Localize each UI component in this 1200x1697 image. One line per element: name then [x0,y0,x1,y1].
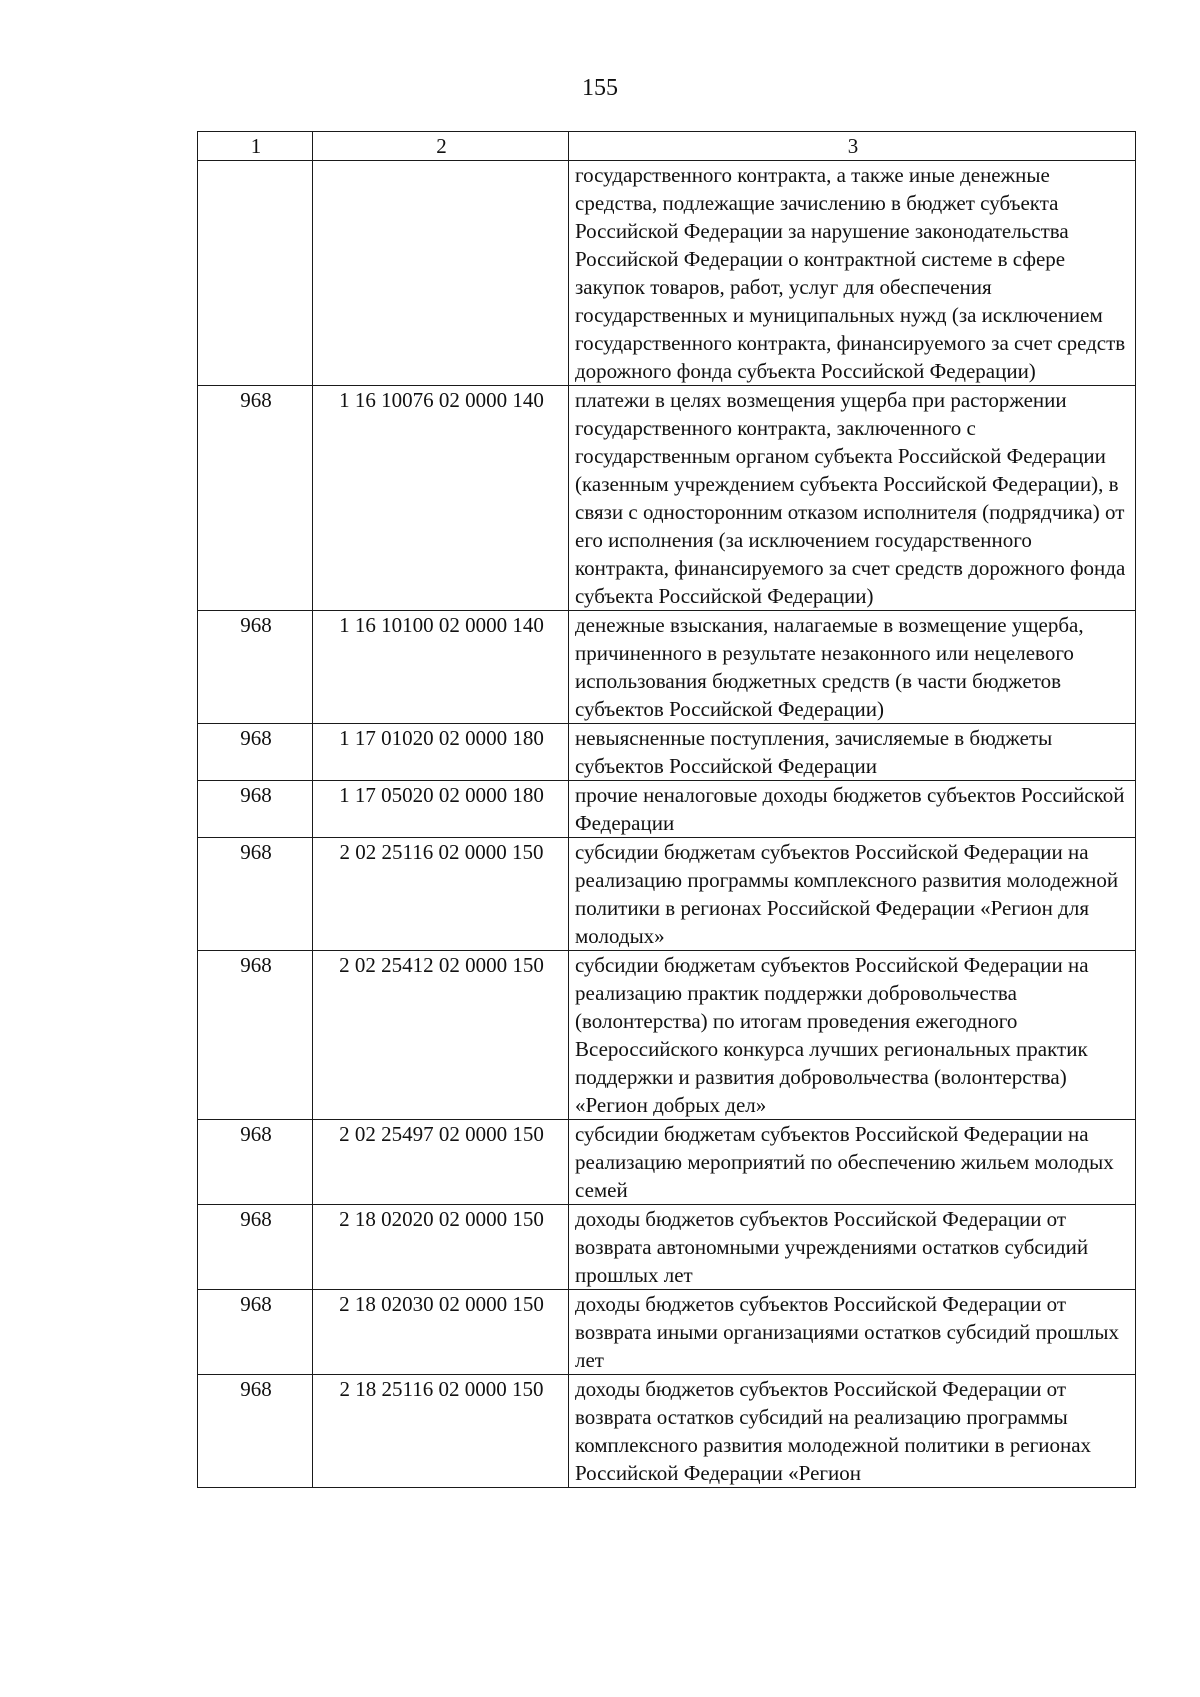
admin-code-cell: 968 [198,838,313,951]
description-cell: доходы бюджетов субъектов Российской Федерации от возврата иными организациями остатков субсидий прошлых лет [569,1290,1136,1375]
table-row [198,161,1136,386]
budget-code-cell: 1 16 10076 02 0000 140 [313,386,569,611]
description-cell: субсидии бюджетам субъектов Российской Федерации на реализацию мероприятий по обеспечению жильем молодых семей [569,1120,1136,1205]
admin-code-cell: 968 [198,724,313,781]
table-row [198,1205,1136,1290]
description-cell: государственного контракта, а также иные денежные средства, подлежащие зачислению в бюджет субъекта Российской Федерации за нарушение законодательства Российской Федерации о контрактной системе в сфере закупок товаров, работ, услуг для обеспечения государственных и муниципальных нужд (за исключением государственного контракта, финансируемого за счет средств дорожного фонда субъекта Российской Федерации) [569,161,1136,386]
description-cell: прочие неналоговые доходы бюджетов субъектов Российской Федерации [569,781,1136,838]
budget-code-cell: 2 18 02030 02 0000 150 [313,1290,569,1375]
admin-code-cell: 968 [198,611,313,724]
table-row [198,951,1136,1120]
admin-code-cell: 968 [198,951,313,1120]
budget-code-cell: 1 17 01020 02 0000 180 [313,724,569,781]
table-header-row [198,132,1136,161]
budget-code-cell [313,161,569,386]
budget-classification-table [197,131,1136,1488]
admin-code-cell: 968 [198,1375,313,1488]
budget-code-cell: 2 02 25412 02 0000 150 [313,951,569,1120]
budget-code-cell: 2 02 25497 02 0000 150 [313,1120,569,1205]
admin-code-cell: 968 [198,386,313,611]
table-row [198,1290,1136,1375]
description-cell: доходы бюджетов субъектов Российской Федерации от возврата автономными учреждениями остатков субсидий прошлых лет [569,1205,1136,1290]
admin-code-cell: 968 [198,1290,313,1375]
description-cell: невыясненные поступления, зачисляемые в бюджеты субъектов Российской Федерации [569,724,1136,781]
table-row [198,386,1136,611]
budget-code-cell: 2 18 25116 02 0000 150 [313,1375,569,1488]
table-row [198,1375,1136,1488]
description-cell: субсидии бюджетам субъектов Российской Федерации на реализацию практик поддержки добровольчества (волонтерства) по итогам проведения ежегодного Всероссийского конкурса лучших региональных практик поддержки и развития добровольчества (волонтерства) «Регион добрых дел» [569,951,1136,1120]
budget-code-cell: 2 18 02020 02 0000 150 [313,1205,569,1290]
description-cell: денежные взыскания, налагаемые в возмещение ущерба, причиненного в результате незаконного или нецелевого использования бюджетных средств (в части бюджетов субъектов Российской Федерации) [569,611,1136,724]
description-cell: субсидии бюджетам субъектов Российской Федерации на реализацию программы комплексного развития молодежной политики в регионах Российской Федерации «Регион для молодых» [569,838,1136,951]
page-number: 155 [582,75,618,101]
admin-code-cell [198,161,313,386]
header-column-2: 2 [313,132,569,161]
table-row [198,1120,1136,1205]
budget-code-cell: 2 02 25116 02 0000 150 [313,838,569,951]
budget-code-cell: 1 17 05020 02 0000 180 [313,781,569,838]
table-row [198,781,1136,838]
header-column-1: 1 [198,132,313,161]
table-row [198,724,1136,781]
admin-code-cell: 968 [198,1120,313,1205]
header-column-3: 3 [569,132,1136,161]
description-cell: доходы бюджетов субъектов Российской Федерации от возврата остатков субсидий на реализацию программы комплексного развития молодежной политики в регионах Российской Федерации «Регион [569,1375,1136,1488]
table-row [198,838,1136,951]
admin-code-cell: 968 [198,1205,313,1290]
admin-code-cell: 968 [198,781,313,838]
table-row [198,611,1136,724]
description-cell: платежи в целях возмещения ущерба при расторжении государственного контракта, заключенного с государственным органом субъекта Российской Федерации (казенным учреждением субъекта Российской Федерации), в связи с односторонним отказом исполнителя (подрядчика) от его исполнения (за исключением государственного контракта, финансируемого за счет средств дорожного фонда субъекта Российской Федерации) [569,386,1136,611]
budget-code-cell: 1 16 10100 02 0000 140 [313,611,569,724]
